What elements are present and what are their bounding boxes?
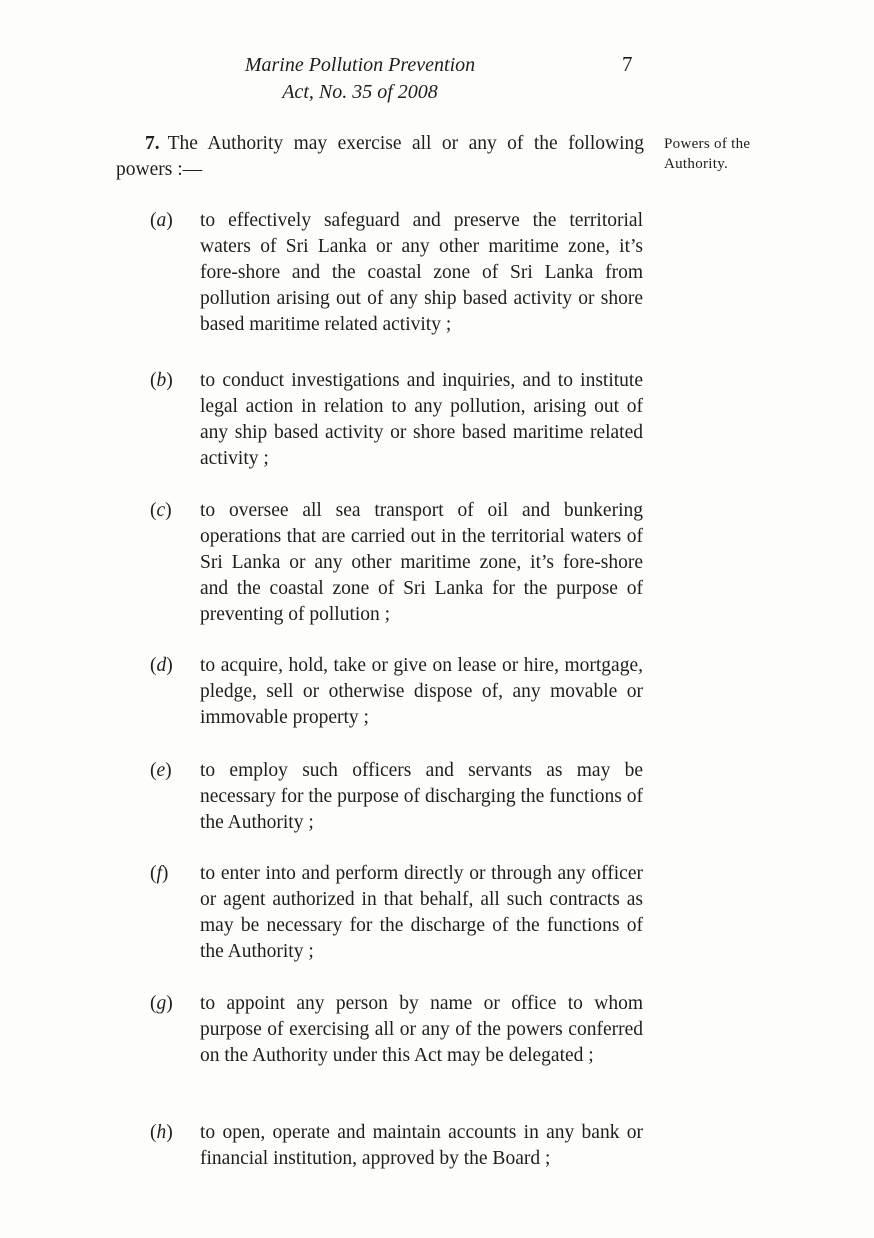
marginal-note xyxy=(664,134,779,174)
item-text-g: to appoint any person by name or office to whom purpose of exercising all or any of the powers conferred on the Authority under this Act may be delegated ; xyxy=(200,993,643,1066)
item-text-c: to oversee all sea transport of oil and bunkering operations that are carried out in the territorial waters of Sri Lanka or any other maritime zone, it’s fore-shore and the coastal zone of Sri Lanka for the purpose of preventing of pollution ; xyxy=(200,500,643,625)
item-label-a: (a) xyxy=(150,210,173,231)
section-intro-continuation: powers :— xyxy=(116,159,203,180)
running-head xyxy=(200,52,520,106)
marginal-note-line-2: Authority. xyxy=(664,156,729,172)
section-intro xyxy=(116,131,644,183)
running-head-title: Marine Pollution Prevention xyxy=(244,54,476,76)
section-intro-first-line xyxy=(116,131,644,157)
item-text-a: to effectively safeguard and preserve the territorial waters of Sri Lanka or any other maritime zone, it’s fore-shore and the coastal zone of Sri Lanka from pollution arising out of any ship based activity or shore based maritime related activity ; xyxy=(200,210,643,335)
section-intro-text: The Authority may exercise all or any of the following xyxy=(167,133,644,154)
item-text-b: to conduct investigations and inquiries, and to institute legal action in relation to any pollution, arising out of any ship based activity or shore based maritime related activity ; xyxy=(200,370,643,469)
item-label-g: (g) xyxy=(150,993,173,1014)
item-text-f: to enter into and perform directly or through any officer or agent authorized in that behalf, all such contracts as may be necessary for the discharge of the functions of the Authority ; xyxy=(200,863,643,962)
item-text-e: to employ such officers and servants as may be necessary for the purpose of discharging the functions of the Authority ; xyxy=(200,760,643,833)
item-label-e: (e) xyxy=(150,760,172,781)
item-text-d: to acquire, hold, take or give on lease or hire, mortgage, pledge, sell or otherwise dispose of, any movable or immovable property ; xyxy=(200,655,643,728)
item-label-b: (b) xyxy=(150,370,173,391)
item-label-f: (f) xyxy=(150,863,169,884)
item-label-h: (h) xyxy=(150,1122,173,1143)
marginal-note-line-1: Powers of the xyxy=(664,136,751,152)
running-head-act-number: Act, No. 35 of 2008 xyxy=(282,81,438,103)
page-number: 7 xyxy=(622,52,633,76)
item-label-d: (d) xyxy=(150,655,173,676)
item-text-h: to open, operate and maintain accounts in any bank or financial institution, approved by the Board ; xyxy=(200,1122,643,1169)
section-number: 7. xyxy=(145,133,160,154)
item-label-c: (c) xyxy=(150,500,172,521)
